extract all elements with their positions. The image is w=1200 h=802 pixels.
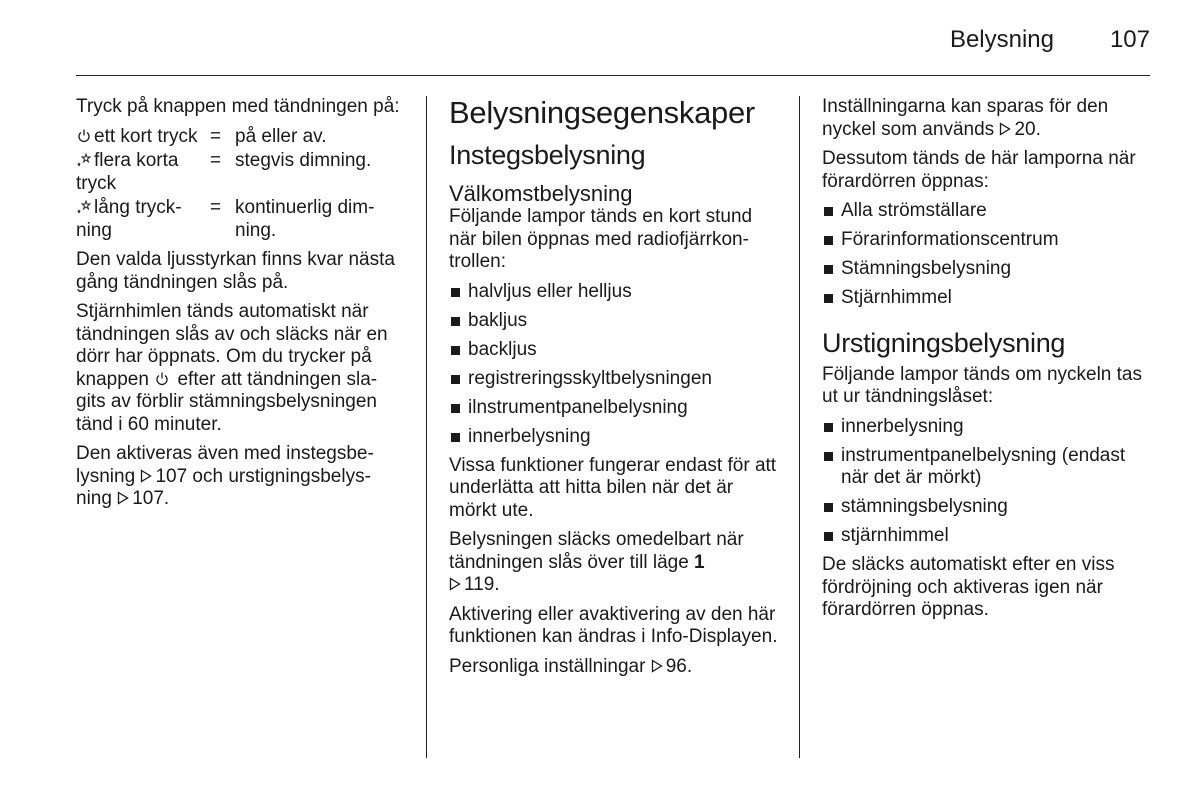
col1-paragraph: Den valda ljusstyrkan finns kvar nästa gång tändningen slås på. <box>76 249 395 293</box>
dimmer-icon <box>76 152 92 168</box>
col3-paragraph: Dessutom tänds de här lamporna när förardörren öppnas: <box>822 148 1136 192</box>
col1-intro: Tryck på knappen med tändningen på: <box>76 96 400 117</box>
bullet-square <box>451 375 460 384</box>
button-press-table <box>76 126 406 243</box>
heading-lighting-features: Belysningsegenskaper <box>449 95 755 130</box>
power-icon <box>154 371 170 387</box>
list-item: innerbelysning <box>822 416 1150 439</box>
list-item: Förarinformationscentrum <box>822 229 1150 252</box>
column-divider-2 <box>799 96 800 758</box>
list-item: ilnstrumentpanelbelysning <box>449 397 779 420</box>
col2-paragraph: Personliga inställningar 96. <box>449 655 693 677</box>
column-2 <box>449 96 779 685</box>
table-eq: = <box>210 197 222 218</box>
table-eq: = <box>210 150 222 171</box>
list-item: Alla strömställare <box>822 200 1150 223</box>
table-row <box>76 150 406 195</box>
bullet-square <box>824 294 833 303</box>
list-item: stämningsbelysning <box>822 496 1150 519</box>
list-item: registreringsskyltbelysningen <box>449 368 779 391</box>
bullet-square <box>824 265 833 274</box>
heading-entry-lighting: Instegsbelysning <box>449 140 646 170</box>
cross-reference-icon <box>651 659 663 673</box>
bullet-square <box>451 433 460 442</box>
section-title: Belysning <box>949 26 1054 53</box>
bullet-square <box>824 207 833 216</box>
door-lamps-list <box>822 200 1150 310</box>
page-number: 107 <box>1109 26 1150 53</box>
col3-paragraph: Inställningarna kan sparas för den nyckel som används 20. <box>822 96 1109 140</box>
column-3 <box>822 96 1150 629</box>
list-item: halvljus eller helljus <box>449 281 779 304</box>
col3-intro: Följande lampor tänds om nyckeln tas ut ur tändningslåset: <box>822 363 1142 407</box>
bullet-square <box>451 317 460 326</box>
bullet-square <box>824 503 833 512</box>
col2-paragraph: Aktivering eller avaktivering av den här funktionen kan ändras i Info-Displayen. <box>449 603 778 647</box>
list-item: instrumentpanelbelysning (endast när det är mörkt) <box>822 445 1150 490</box>
power-icon <box>76 128 92 144</box>
bullet-square <box>451 346 460 355</box>
table-value: på eller av. <box>235 125 327 147</box>
table-value: stegvis dimning. <box>235 150 372 171</box>
header-rule <box>76 75 1150 76</box>
bullet-square <box>824 532 833 541</box>
list-item: bakljus <box>449 310 779 333</box>
table-key: flera korta tryck <box>76 150 179 194</box>
table-key: lång tryck-ning <box>76 197 182 241</box>
col2-paragraph: Vissa funktioner fungerar endast för att underlätta att hitta bilen när det är mörkt ute. <box>449 454 777 521</box>
exit-lamps-list <box>822 416 1150 548</box>
column-divider-1 <box>426 96 427 758</box>
col3-paragraph: De släcks automatiskt efter en viss fördröjning och aktiveras igen när förardörren öppnas. <box>822 554 1115 620</box>
dimmer-icon <box>76 199 92 215</box>
bullet-square <box>824 423 833 432</box>
col2-intro: Följande lampor tänds en kort stund när bilen öppnas med radiofjärrkon-trollen: <box>449 206 753 272</box>
col2-paragraph: Belysningen släcks omedelbart när tändningen slås över till läge 1 119. <box>449 529 744 595</box>
col1-paragraph: Stjärnhimlen tänds automatiskt när tändningen slås av och släcks när en dörr har öppnats. Om du trycker på knappen efter att tändningen sla-gits av förblir stämningsbelysningen tänd i 60 minuter. <box>76 301 388 435</box>
cross-reference-icon <box>140 469 152 483</box>
list-item: stjärnhimmel <box>822 525 1150 548</box>
table-row <box>76 126 406 149</box>
column-1 <box>76 96 406 518</box>
table-value: kontinuerlig dim-ning. <box>235 197 375 241</box>
bullet-square <box>451 288 460 297</box>
cross-reference-icon <box>117 491 129 505</box>
table-eq: = <box>210 125 222 147</box>
list-item: innerbelysning <box>449 426 779 449</box>
cross-reference-icon <box>449 577 461 591</box>
heading-welcome-lighting: Välkomstbelysning <box>449 181 633 206</box>
bullet-square <box>451 404 460 413</box>
cross-reference-icon <box>999 122 1011 136</box>
list-item: Stjärnhimmel <box>822 287 1150 310</box>
bullet-square <box>824 452 833 461</box>
list-item: Stämningsbelysning <box>822 258 1150 281</box>
list-item: backljus <box>449 339 779 362</box>
page-header <box>76 22 1150 58</box>
welcome-lamps-list <box>449 281 779 449</box>
bullet-square <box>824 236 833 245</box>
heading-exit-lighting: Urstigningsbelysning <box>822 327 1066 358</box>
col1-paragraph: Den aktiveras även med instegsbe-lysning 107 och urstigningsbelys-ning 107. <box>76 443 374 509</box>
table-row <box>76 197 406 242</box>
table-key: ett kort tryck <box>94 125 198 147</box>
